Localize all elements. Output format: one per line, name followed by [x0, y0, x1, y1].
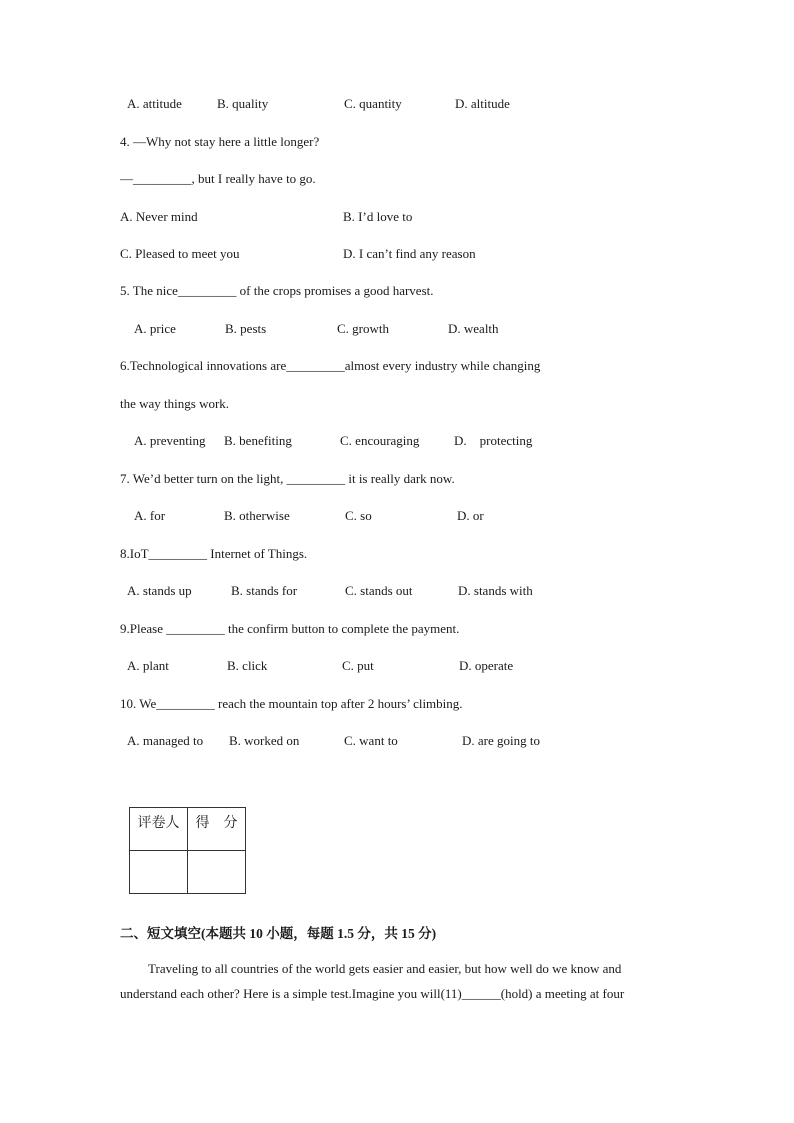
q4-stem: 4. —Why not stay here a little longer?: [120, 134, 320, 149]
q8-option-d: D. stands with: [458, 583, 533, 598]
grader-header-cell: [130, 808, 188, 851]
q6-option-d: D. protecting: [454, 433, 533, 448]
q7-option-d: D. or: [457, 508, 484, 523]
q6-option-b: B. benefiting: [224, 433, 292, 448]
score-value-cell[interactable]: [188, 851, 246, 894]
q5-stem: 5. The nice_________ of the crops promises a good harvest.: [120, 283, 434, 298]
q4-option-a: A. Never mind: [120, 209, 198, 224]
q6-stem-line-1: 6.Technological innovations are_________almost every industry while changing: [120, 358, 541, 373]
q8-option-a: A. stands up: [127, 583, 192, 598]
q3-option-d: D. altitude: [455, 96, 510, 111]
q10-option-c: C. want to: [344, 733, 398, 748]
score-label: 得 分: [195, 816, 238, 831]
q9-option-a: A. plant: [127, 658, 169, 673]
q4-option-b: B. I’d love to: [343, 209, 413, 224]
q5-option-c: C. growth: [337, 321, 389, 336]
score-header-cell: [188, 808, 246, 851]
q9-option-b: B. click: [227, 658, 268, 673]
q5-option-a: A. price: [134, 321, 176, 336]
q5-option-b: B. pests: [225, 321, 267, 336]
q6-stem-line-2: the way things work.: [120, 396, 230, 411]
q8-option-c: C. stands out: [345, 583, 413, 598]
grader-value-cell[interactable]: [130, 851, 188, 894]
q3-option-c: C. quantity: [344, 96, 402, 111]
q3-option-a: A. attitude: [127, 96, 182, 111]
grader-label: 评卷人: [137, 816, 180, 831]
q8-stem: 8.IoT_________ Internet of Things.: [120, 546, 308, 561]
q6-option-a: A. preventing: [134, 433, 206, 448]
q7-option-b: B. otherwise: [224, 508, 290, 523]
q9-option-d: D. operate: [459, 658, 514, 673]
q10-option-d: D. are going to: [462, 733, 540, 748]
passage-line-2: understand each other? Here is a simple test.Imagine you will(11)______(hold) a meeting at four: [120, 986, 625, 1001]
q4-option-c: C. Pleased to meet you: [120, 246, 240, 261]
q4-reply: —_________, but I really have to go.: [120, 171, 316, 186]
q9-stem: 9.Please _________ the confirm button to complete the payment.: [120, 621, 460, 636]
q7-stem: 7. We’d better turn on the light, _________ it is really dark now.: [120, 471, 455, 486]
score-table: [129, 807, 246, 894]
q8-option-b: B. stands for: [231, 583, 298, 598]
section-2-title: 二、短文填空(本题共 10 小题，每题 1.5 分，共 15 分): [120, 926, 437, 941]
q3-option-b: B. quality: [217, 96, 269, 111]
q7-option-c: C. so: [345, 508, 372, 523]
q4-option-d: D. I can’t find any reason: [343, 246, 476, 261]
q10-stem: 10. We_________ reach the mountain top after 2 hours’ climbing.: [120, 696, 463, 711]
q5-option-d: D. wealth: [448, 321, 499, 336]
passage-line-1: Traveling to all countries of the world gets easier and easier, but how well do we know and: [148, 961, 622, 976]
q7-option-a: A. for: [134, 508, 166, 523]
q10-option-b: B. worked on: [229, 733, 300, 748]
q6-option-c: C. encouraging: [340, 433, 420, 448]
q10-option-a: A. managed to: [127, 733, 204, 748]
q9-option-c: C. put: [342, 658, 374, 673]
